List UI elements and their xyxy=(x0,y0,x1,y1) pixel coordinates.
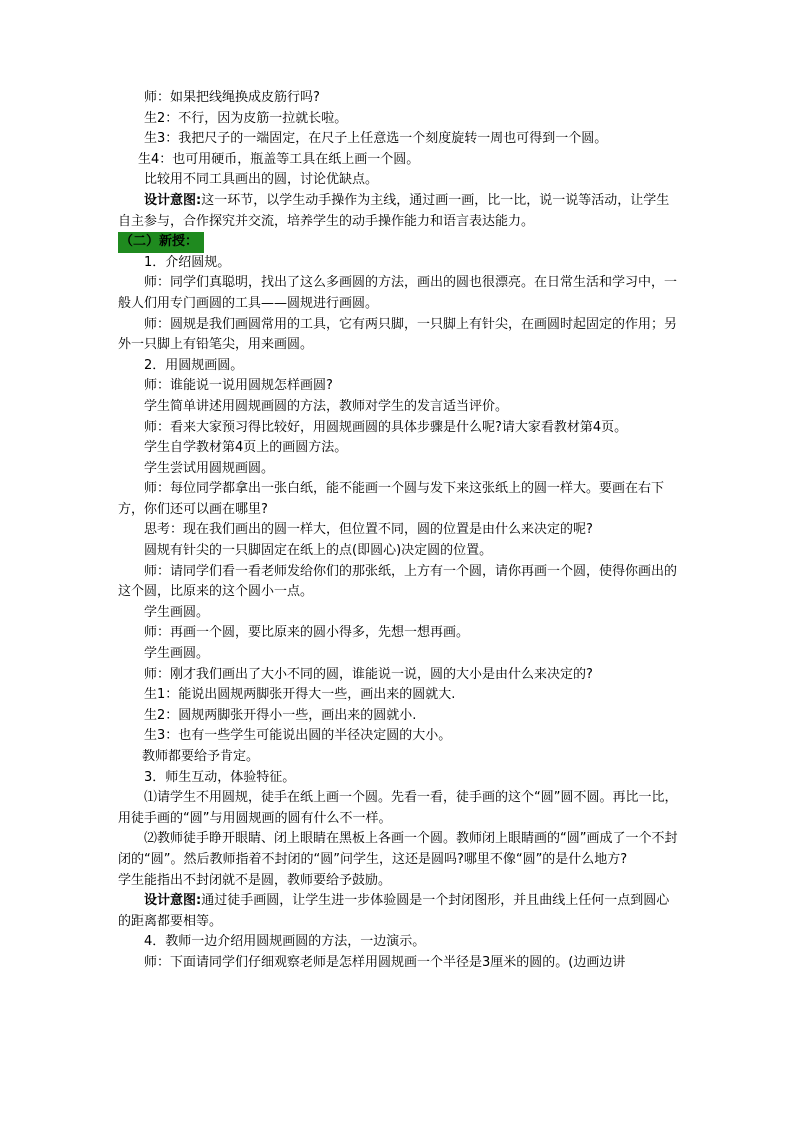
design-intent-paragraph xyxy=(118,191,678,232)
paragraph: ⑴请学生不用圆规，徒手在纸上画一个圆。先看一看，徒手画的这个“圆”圆不圆。再比一比，用徒手画的“圆”与用圆规画的圆有什么不一样。 xyxy=(118,790,678,826)
paragraph: 学生简单讲述用圆规画圆的方法，教师对学生的发言适当评价。 xyxy=(144,398,509,414)
design-intent-text: 通过徒手画圆，让学生进一步体验圆是一个封闭图形，并且曲线上任何一点到圆心的距离都要相等。 xyxy=(118,893,670,929)
paragraph: 师：下面请同学们仔细观察老师是怎样用圆规画一个半径是3厘米的圆的。(边画边讲 xyxy=(144,954,626,970)
paragraph: 师：刚才我们画出了大小不同的圆，谁能说一说，圆的大小是由什么来决定的? xyxy=(144,666,593,682)
paragraph: 2．用圆规画圆。 xyxy=(144,357,244,373)
paragraph: 生3：也有一些学生可能说出圆的半径决定圆的大小。 xyxy=(144,728,452,744)
paragraph: 师：圆规是我们画圆常用的工具，它有两只脚，一只脚上有针尖，在画圆时起固定的作用；另外一只脚上有铅笔尖，用来画圆。 xyxy=(118,316,678,353)
section-heading: （二）新授： xyxy=(118,232,204,253)
paragraph: 3．师生互动，体验特征。 xyxy=(144,769,296,785)
paragraph: 4．教师一边介绍用圆规画圆的方法，一边演示。 xyxy=(144,934,426,950)
document-page xyxy=(118,88,678,974)
paragraph: 学生尝试用圆规画圆。 xyxy=(144,460,275,476)
paragraph: 圆规有针尖的一只脚固定在纸上的点(即圆心)决定圆的位置。 xyxy=(144,543,493,559)
paragraph: 学生能指出不封闭就不是圆，教师要给予鼓励。 xyxy=(118,872,392,888)
paragraph: 思考：现在我们画出的圆一样大，但位置不同，圆的位置是由什么来决定的呢? xyxy=(144,522,593,538)
paragraph: 1．介绍圆规。 xyxy=(144,254,231,270)
paragraph: 教师都要给予肯定。 xyxy=(142,749,260,764)
paragraph: 师：谁能说一说用圆规怎样画圆? xyxy=(144,378,333,394)
paragraph: 比较用不同工具画出的圆，讨论优缺点。 xyxy=(144,172,379,188)
paragraph: 生2：不行，因为皮筋一拉就长啦。 xyxy=(144,110,348,126)
paragraph: 师：请同学们看一看老师发给你们的那张纸，上方有一个圆，请你再画一个圆，使得你画出的这个圆，比原来的这个圆小一点。 xyxy=(118,563,678,600)
paragraph: 师：看来大家预习得比较好，用圆规画圆的具体步骤是什么呢?请大家看教材第4页。 xyxy=(144,419,628,435)
design-intent-label: 设计意图: xyxy=(144,192,202,208)
paragraph: 师：如果把线绳换成皮筋行吗? xyxy=(144,90,320,105)
paragraph: 生1：能说出圆规两脚张开得大一些，画出来的圆就大. xyxy=(144,687,456,703)
paragraph: 生4：也可用硬币，瓶盖等工具在纸上画一个圆。 xyxy=(138,151,420,167)
paragraph: 生3：我把尺子的一端固定，在尺子上任意选一个刻度旋转一周也可得到一个圆。 xyxy=(144,131,608,147)
paragraph: 生2：圆规两脚张开得小一些，画出来的圆就小. xyxy=(144,707,417,723)
design-intent-label: 设计意图: xyxy=(144,893,202,909)
paragraph: 师：同学们真聪明，找出了这么多画圆的方法，画出的圆也很漂亮。在日常生活和学习中，一般人们用专门画圆的工具——圆规进行画圆。 xyxy=(118,275,678,311)
paragraph: 学生画圆。 xyxy=(144,604,210,620)
section-heading-row xyxy=(118,232,678,253)
design-intent-paragraph xyxy=(118,891,678,932)
paragraph: 学生自学教材第4页上的画圆方法。 xyxy=(144,440,348,456)
paragraph: 师：每位同学都拿出一张白纸，能不能画一个圆与发下来这张纸上的圆一样大。要画在右下方，你们还可以画在哪里? xyxy=(118,481,665,517)
paragraph: 学生画圆。 xyxy=(144,646,210,662)
paragraph: ⑵教师徒手睁开眼睛、闭上眼睛在黑板上各画一个圆。教师闭上眼睛画的“圆”画成了一个不封闭的“圆”。然后教师指着不封闭的“圆”问学生，这还是圆吗?哪里不像“圆”的是什么地方? xyxy=(118,831,678,867)
paragraph: 师：再画一个圆，要比原来的圆小得多，先想一想再画。 xyxy=(144,625,470,641)
design-intent-text: 这一环节，以学生动手操作为主线，通过画一画，比一比，说一说等活动，让学生自主参与，合作探究并交流，培养学生的动手操作能力和语言表达能力。 xyxy=(118,192,670,229)
